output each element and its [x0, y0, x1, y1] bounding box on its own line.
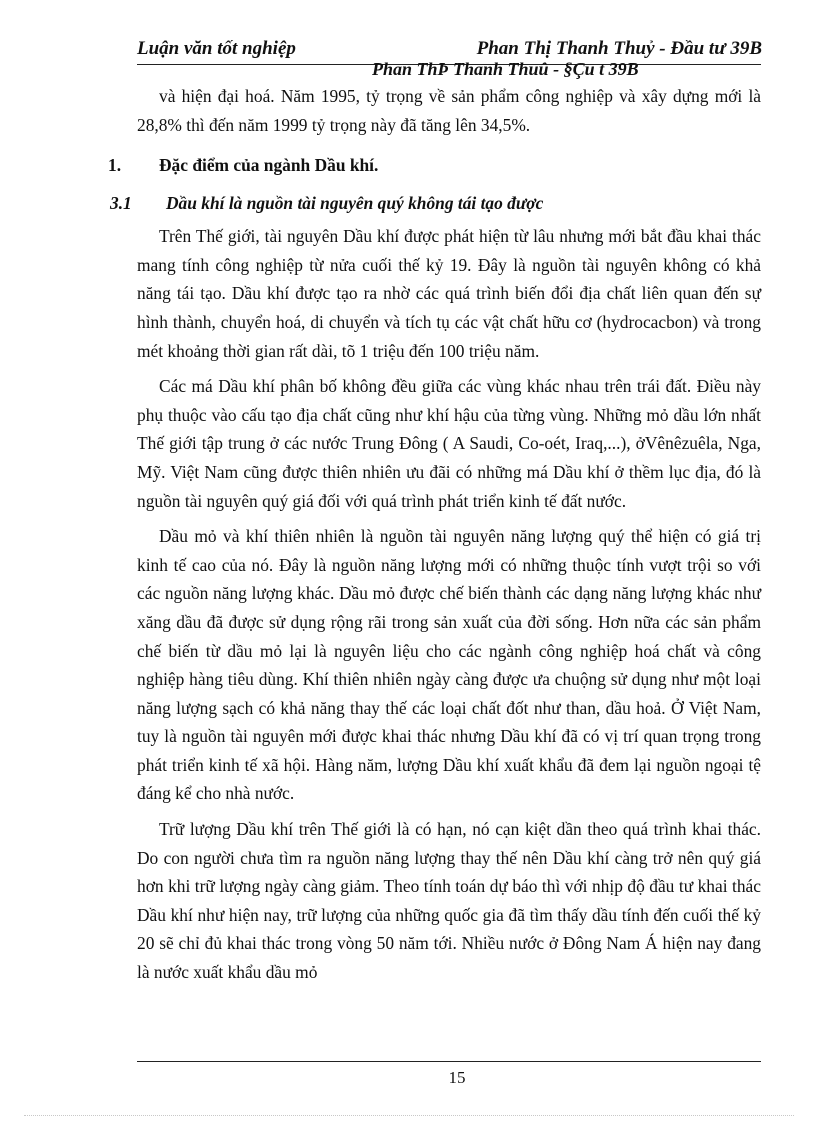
header-author-label: Phan Thị Thanh Thuỷ - Đầu tư 39B	[476, 38, 762, 59]
section-heading	[108, 146, 761, 184]
subsection-heading	[110, 184, 761, 222]
paragraph-3: Dầu mỏ và khí thiên nhiên là nguồn tài nguyên năng lượng quý thể hiện có giá trị kinh tế cao của nó. Đây là nguồn năng lượng mới có những thuộc tính vượt trội so với các nguồn năng lượng khác. Dầu mỏ được chế biến thành các dạng năng lượng khác như xăng dầu đã được sử dụng rộng rãi trong sản xuất của đời sống. Hơn nữa các sản phẩm chế biến từ dầu mỏ lại là nguyên liệu cho các ngành công nghiệp hoá chất và công nghiệp hàng tiêu dùng. Khí thiên nhiên ngày càng được ưa chuộng sử dụng như một loại năng lượng sạch có khả năng thay thế các loại chất đốt như than, dầu hoả. Ở Việt Nam, tuy là nguồn tài nguyên mới được khai thác nhưng Dầu khí đã có vị trí quan trọng trong phát triển kinh tế xã hội. Hàng năm, lượng Dầu khí xuất khẩu đã đem lại nguồn ngoại tệ đáng kể cho nhà nước.	[137, 526, 761, 804]
subsection-title: Dầu khí là nguồn tài nguyên quý không tái tạo được	[166, 193, 544, 214]
paragraph-2: Các má Dầu khí phân bố không đều giữa các vùng khác nhau trên trái đất. Điều này phụ thuộc vào cấu tạo địa chất cũng như khí hậu của từng vùng. Những mỏ dầu lớn nhất Thế giới tập trung ở các nước Trung Đông ( A Saudi, Co-oét, Iraq,...), ởVênêzuêla, Nga, Mỹ. Việt Nam cũng được thiên nhiên ưu đãi có những má Dầu khí ở thềm lục địa, đó là nguồn tài nguyên quý giá đối với quá trình phát triển kinh tế đất nước.	[137, 376, 761, 511]
header-thesis-label: Luận văn tốt nghiệp	[137, 38, 296, 59]
page-number: 15	[448, 1068, 466, 1087]
section-number: 1.	[108, 155, 122, 176]
footer-rule	[137, 1061, 761, 1062]
paragraph-4: Trữ lượng Dầu khí trên Thế giới là có hạn, nó cạn kiệt dần theo quá trình khai thác. Do con người chưa tìm ra nguồn năng lượng thay thế nên Dầu khí càng trở nên quý giá hơn khi trữ lượng ngày càng giảm. Theo tính toán dự báo thì với nhịp độ đầu tư khai thác Dầu khí như hiện nay, trữ lượng của những quốc gia đã tìm thấy dầu tính đến cuối thế kỷ 20 sẽ chỉ đủ khai thác trong vòng 50 năm tới. Nhiều nước ở Đông Nam Á hiện nay đang là nước xuất khẩu dầu mỏ	[137, 819, 761, 983]
header-garbled-author: Phan ThÞ Thanh Thuû - §Çu t 39B	[372, 59, 639, 79]
page-edge-dotted-line	[24, 1115, 794, 1116]
paragraph-1: Trên Thế giới, tài nguyên Dầu khí được phát hiện từ lâu nhưng mới bắt đầu khai thác mang tính công nghiệp từ nửa cuối thế kỷ 19. Đây là nguồn tài nguyên không có khả năng tái tạo. Dầu khí được tạo ra nhờ các quá trình biến đổi địa chất liên quan đến sự hình thành, chuyển hoá, di chuyển và tích tụ các vật chất hữu cơ (hydrocacbon) và trong mét khoảng thời gian rất dài, tõ 1 triệu đến 100 triệu năm.	[137, 226, 761, 361]
document-body	[108, 82, 761, 994]
section-title: Đặc điểm của ngành Dầu khí.	[159, 155, 379, 176]
subsection-number: 3.1	[110, 193, 132, 214]
intro-paragraph: và hiện đại hoá. Năm 1995, tỷ trọng về sản phẩm công nghiệp và xây dựng mới là 28,8% thì đến năm 1999 tỷ trọng này đã tăng lên 34,5%.	[137, 86, 761, 135]
